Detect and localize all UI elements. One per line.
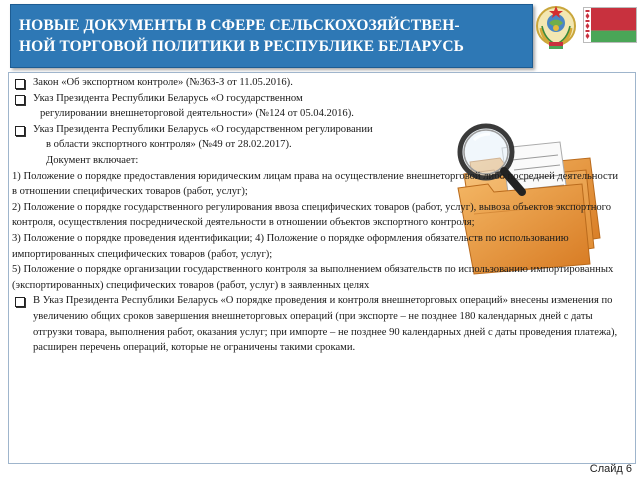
list-item-continuation: регулировании внешнеторговой деятельности» (№124 от 05.04.2016). <box>40 108 354 120</box>
checkbox-bullet-icon <box>15 126 25 136</box>
list-item: Закон «Об экспортном контроле» (№363-З от 11.05.2016). <box>12 75 624 91</box>
coat-of-arms-icon <box>535 4 577 50</box>
title-band <box>10 4 533 68</box>
document-includes-label: Документ включает: <box>46 154 139 166</box>
checkbox-bullet-icon <box>15 95 25 105</box>
list-item: Указ Президента Республики Беларусь «О государственном регулировании <box>12 122 624 138</box>
paragraph-item-5: 5) Положение о порядке организации государственного контроля за выполнением обязательств по использованию импортированных (экспортированных) специфических товаров (работ, услуг) в заявленных целях <box>12 264 614 291</box>
list-item: Указ Президента Республики Беларусь «О государственном <box>12 91 624 107</box>
list-item-continuation: в области экспортного контроля» (№49 от 28.02.2017). <box>46 139 292 151</box>
checkbox-bullet-icon <box>15 79 25 89</box>
checkbox-bullet-icon <box>15 297 25 307</box>
list-item: В Указ Президента Республики Беларусь «О порядке проведения и контроля внешнеторговых операций» внесены изменения по увеличению общих сроков завершения внешнеторговых операций (при экспорте – не позднее 180 календарных дней с даты отгрузки товара, выполнения работ, оказания услуг; при импорте – не позднее 90 календарных дней с даты проведения платежа), расширен перечень операций, которые не ограничены такими сроками. <box>12 293 624 355</box>
belarus-flag-icon <box>583 7 637 43</box>
title-line-1: НОВЫЕ ДОКУМЕНТЫ В СФЕРЕ СЕЛЬСКОХОЗЯЙСТВЕН- <box>19 17 460 34</box>
page-title <box>19 15 529 57</box>
paragraph-item-3: 3) Положение о порядке проведения идентификации; 4) Положение о порядке оформления обязательств по использованию импортированных специфических товаров (работ, услуг); <box>12 232 569 260</box>
slide-number: Слайд 6 <box>589 463 632 475</box>
paragraph-item-2: 2) Положение о порядке государственного регулирования ввоза специфических товаров (работ, услуг), вывоза объектов экспортного контроля, осуществления посреднической деятельности в отношении объектов экспортного контроля; <box>12 201 612 229</box>
title-line-2: НОЙ ТОРГОВОЙ ПОЛИТИКИ В РЕСПУБЛИКЕ БЕЛАРУСЬ <box>19 38 464 55</box>
paragraph-item-1: 1) Положение о порядке предоставления юридическим лицам права на осуществление внешнеторговой либо посредней деятельности в отношении специфических товаров (работ, услуг); <box>12 170 619 198</box>
document-content <box>12 75 624 356</box>
